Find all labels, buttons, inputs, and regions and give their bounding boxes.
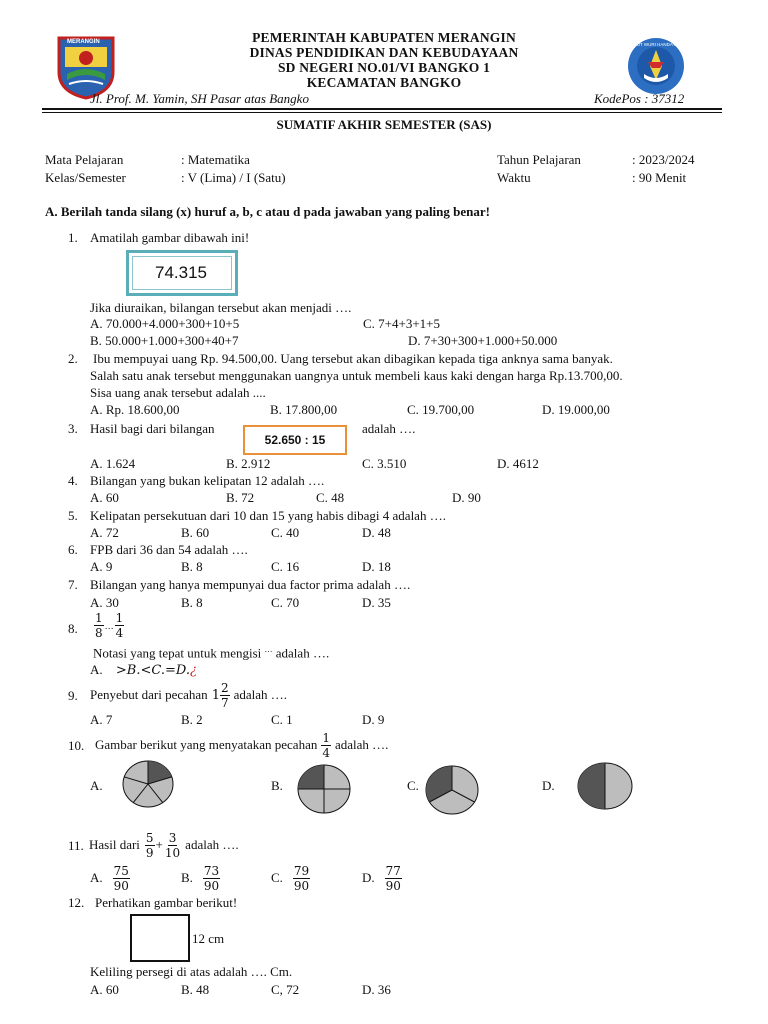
q2-option-b: B. 17.800,00 — [270, 402, 338, 417]
q1-option-b: B. 50.000+1.000+300+40+7 — [90, 333, 239, 348]
q3-option-c: C. 3.510 — [362, 456, 407, 471]
q9-text: Penyebut dari pecahan — [90, 687, 208, 702]
q11-plus: + — [155, 837, 163, 852]
q10-fraction — [321, 732, 331, 759]
q6-option-d: D. 18 — [362, 559, 391, 574]
q9-text2: adalah …. — [233, 687, 288, 702]
header-rule-thin — [42, 112, 722, 113]
q5-text: Kelipatan persekutuan dari 10 dan 15 yang habis dibagi 4 adalah …. — [90, 508, 446, 523]
q12-option-d: D. 36 — [362, 982, 391, 997]
q11-option-c-fraction — [293, 865, 310, 892]
q8-f2-denominator: 4 — [115, 626, 124, 640]
q1-number: 1. — [68, 230, 78, 245]
q11-option-d-label: D. — [362, 870, 375, 885]
q10-option-d: D. — [542, 778, 555, 793]
time-value: : 90 Menit — [632, 170, 687, 185]
q4-option-a: A. 60 — [90, 490, 119, 505]
q8-text-line — [93, 645, 329, 661]
q5-option-a: A. 72 — [90, 525, 119, 540]
q7-option-d: D. 35 — [362, 595, 391, 610]
q6-option-c: C. 16 — [271, 559, 300, 574]
q10-text-line — [95, 730, 388, 760]
q9-fraction — [220, 682, 230, 709]
q10-pie-b — [296, 763, 352, 815]
q11-option-a-label: A. — [90, 870, 103, 885]
q8-options — [90, 662, 197, 678]
q3-text: Hasil bagi dari bilangan — [90, 421, 215, 436]
q11-c-numerator: 79 — [293, 863, 310, 878]
q1-option-c: C. 7+4+3+1+5 — [363, 316, 440, 331]
q11-f2-denominator: 10 — [164, 845, 181, 860]
header-postal-code: KodePos : 37312 — [594, 91, 685, 106]
q2-option-d: D. 19.000,00 — [542, 402, 610, 417]
q7-number: 7. — [68, 577, 78, 592]
q8-expression — [94, 612, 124, 639]
q2-option-a: A. Rp. 18.600,00 — [90, 402, 180, 417]
q12-text2: Keliling persegi di atas adalah …. Cm. — [90, 964, 293, 979]
q12-number: 12. — [68, 895, 85, 910]
q3-text2: adalah …. — [362, 421, 416, 436]
q11-b-numerator: 73 — [203, 863, 220, 878]
header-school: SD NEGERI NO.01/VI BANGKO 1 — [277, 60, 491, 75]
q11-f2-numerator: 3 — [168, 830, 177, 845]
year-value: : 2023/2024 — [632, 152, 695, 167]
q8-f1-numerator: 1 — [95, 611, 103, 625]
q10-numerator: 1 — [322, 730, 330, 745]
q10-option-b: B. — [271, 778, 283, 793]
q2-line3: Sisa uang anak tersebut adalah .... — [90, 385, 266, 400]
q8-dots: … — [104, 620, 114, 631]
district-logo-label: MERANGIN — [67, 39, 100, 45]
q3-number: 3. — [68, 421, 78, 436]
q9-number: 9. — [68, 688, 78, 703]
q6-option-a: A. 9 — [90, 559, 113, 574]
q8-dots2: … — [264, 645, 273, 654]
q7-option-b: B. 8 — [181, 595, 203, 610]
q9-option-b: B. 2 — [181, 712, 203, 727]
q3-division-value: 52.650 : 15 — [264, 433, 326, 447]
q9-option-d: D. 9 — [362, 712, 385, 727]
q1-text2: Jika diuraikan, bilangan tersebut akan menjadi …. — [90, 300, 352, 315]
q9-denominator: 7 — [220, 695, 229, 710]
q8-f1-denominator: 8 — [95, 626, 103, 640]
q2-option-c: C. 19.700,00 — [407, 402, 475, 417]
q3-option-b: B. 2.912 — [226, 456, 271, 471]
q11-text-line — [89, 829, 239, 861]
q12-text: Perhatikan gambar berikut! — [95, 895, 238, 910]
q3-option-a: A. 1.624 — [90, 456, 136, 471]
q10-pie-d — [576, 761, 634, 811]
q4-number: 4. — [68, 473, 78, 488]
q2-line2: Salah satu anak tersebut menggunakan uangnya untuk membeli kaus kaki dengan harga Rp.13.700,00. — [90, 368, 623, 383]
q12-option-a: A. 60 — [90, 982, 119, 997]
q12-square — [130, 914, 190, 962]
time-label: Waktu — [497, 170, 531, 185]
q1-number-box — [126, 250, 238, 296]
q1-option-d: D. 7+30+300+1.000+50.000 — [408, 333, 558, 348]
q11-b-denominator: 90 — [203, 878, 220, 893]
q8-fraction-1 — [94, 612, 104, 639]
q11-option-b — [181, 862, 220, 894]
q2-number: 2. — [68, 351, 78, 366]
q5-option-d: D. 48 — [362, 525, 391, 540]
q11-a-numerator: 75 — [113, 863, 129, 878]
q11-f1-denominator: 9 — [145, 845, 154, 860]
q6-text: FPB dari 36 dan 54 adalah …. — [90, 542, 248, 557]
q7-option-c: C. 70 — [271, 595, 300, 610]
q10-text2: adalah …. — [335, 737, 389, 752]
q9-option-c: C. 1 — [271, 712, 293, 727]
header-district: KECAMATAN BANGKO — [306, 75, 462, 90]
header-government: PEMERINTAH KABUPATEN MERANGIN — [252, 30, 516, 45]
q11-fraction-1 — [145, 832, 155, 859]
q11-option-c-label: C. — [271, 870, 283, 885]
header-department: DINAS PENDIDIKAN DAN KEBUDAYAAN — [249, 45, 519, 60]
q2-line1: Ibu mempuyai uang Rp. 94.500,00. Uang tersebut akan dibagikan kepada tiga anknya sama banyak. — [93, 351, 613, 366]
q4-option-d: D. 90 — [452, 490, 481, 505]
q10-pie-a — [121, 759, 175, 809]
q10-denominator: 4 — [322, 745, 330, 760]
q8-f2-numerator: 1 — [115, 611, 124, 625]
ministry-logo-label: TUT WURI HANDAYANI — [634, 42, 683, 47]
q11-d-numerator: 77 — [385, 863, 401, 878]
q11-a-denominator: 90 — [113, 878, 129, 893]
q12-side-label: 12 cm — [192, 931, 225, 946]
q8-options-glyph: ¿ — [189, 663, 197, 678]
q4-option-c: C. 48 — [316, 490, 345, 505]
year-label: Tahun Pelajaran — [497, 152, 581, 167]
q10-text: Gambar berikut yang menyatakan pecahan — [95, 737, 318, 752]
q12-option-c: C, 72 — [271, 982, 300, 997]
q11-d-denominator: 90 — [385, 878, 401, 893]
q8-option-a-label: A. — [90, 662, 103, 677]
exam-title: SUMATIF AKHIR SEMESTER (SAS) — [276, 117, 492, 132]
subject-value: : Matematika — [181, 152, 250, 167]
header-address: Jl. Prof. M. Yamin, SH Pasar atas Bangko — [90, 91, 309, 106]
q3-option-d: D. 4612 — [497, 456, 539, 471]
q7-text: Bilangan yang hanya mempunyai dua factor prima adalah …. — [90, 577, 411, 592]
q11-option-b-fraction — [203, 865, 220, 892]
q6-option-b: B. 8 — [181, 559, 203, 574]
q9-option-a: A. 7 — [90, 712, 113, 727]
q11-f1-numerator: 5 — [145, 830, 154, 845]
class-value: : V (Lima) / I (Satu) — [181, 170, 286, 185]
q11-option-b-label: B. — [181, 870, 193, 885]
q6-number: 6. — [68, 542, 78, 557]
header-rule-thick — [42, 108, 722, 110]
q7-option-a: A. 30 — [90, 595, 119, 610]
q5-option-c: C. 40 — [271, 525, 300, 540]
q8-options-text: >B.<C.=D. — [115, 663, 190, 678]
q10-number: 10. — [68, 738, 85, 753]
q8-number: 8. — [68, 621, 78, 636]
section-a-instruction: A. Berilah tanda silang (x) huruf a, b, c atau d pada jawaban yang paling benar! — [45, 204, 490, 219]
q11-c-denominator: 90 — [293, 878, 310, 893]
q10-option-a: A. — [90, 778, 103, 793]
q8-fraction-2 — [115, 612, 125, 639]
q9-whole: 1 — [211, 687, 220, 703]
q8-text2: adalah …. — [275, 645, 330, 661]
q4-text: Bilangan yang bukan kelipatan 12 adalah …. — [90, 473, 325, 488]
q11-number: 11. — [68, 838, 84, 853]
subject-label: Mata Pelajaran — [45, 152, 124, 167]
q11-option-a — [90, 862, 130, 894]
q1-text: Amatilah gambar dibawah ini! — [90, 230, 250, 245]
q5-option-b: B. 60 — [181, 525, 210, 540]
q4-option-b: B. 72 — [226, 490, 255, 505]
q11-option-d — [362, 862, 402, 894]
q11-option-c — [271, 862, 310, 894]
q11-text: Hasil dari — [89, 837, 140, 852]
q3-division-box — [243, 425, 347, 455]
q1-number-value: 74.315 — [155, 263, 207, 282]
q5-number: 5. — [68, 508, 78, 523]
q10-pie-c — [424, 764, 480, 816]
q9-text-line — [90, 680, 287, 710]
q9-numerator: 2 — [220, 680, 229, 695]
q12-option-b: B. 48 — [181, 982, 210, 997]
q8-text: Notasi yang tepat untuk mengisi — [93, 645, 262, 661]
q11-option-a-fraction — [113, 865, 130, 892]
q11-text2: adalah …. — [185, 837, 239, 852]
q11-option-d-fraction — [385, 865, 402, 892]
q1-option-a: A. 70.000+4.000+300+10+5 — [90, 316, 240, 331]
class-label: Kelas/Semester — [45, 170, 126, 185]
q10-option-c: C. — [407, 778, 419, 793]
q11-fraction-2 — [164, 832, 181, 859]
